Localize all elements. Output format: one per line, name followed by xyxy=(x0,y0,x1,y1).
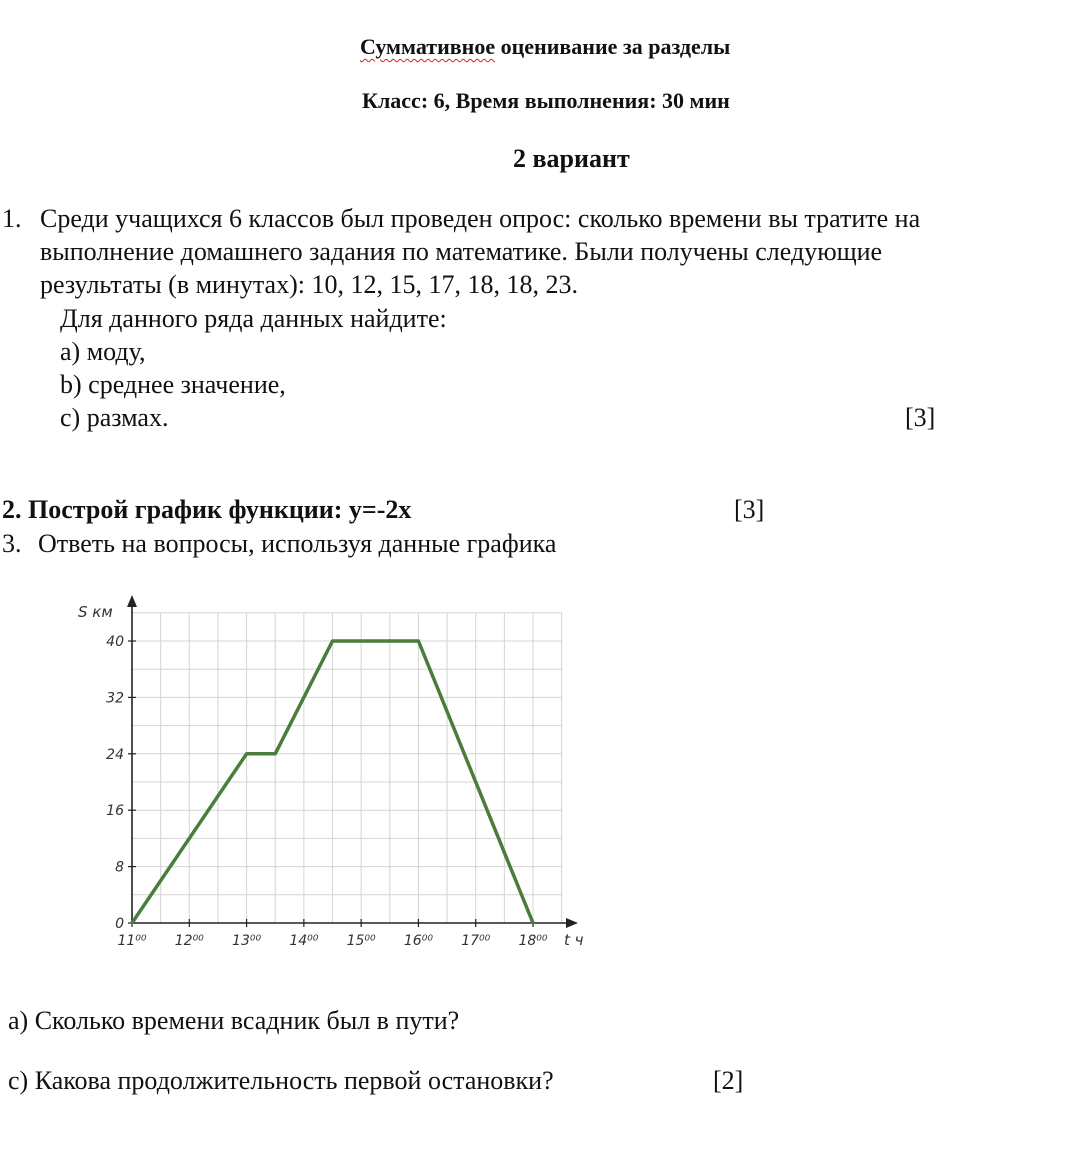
data-point xyxy=(245,752,248,755)
task1-score: [3] xyxy=(905,403,936,432)
task3-question-a: а) Сколько времени всадник был в пути? xyxy=(8,1006,460,1035)
x-tick-label: 17⁰⁰ xyxy=(461,933,491,949)
task1-line1: Среди учащихся 6 классов был проведен опрос: сколько времени вы тратите на xyxy=(40,204,921,233)
chart-grid xyxy=(132,613,562,923)
y-tick-label: 24 xyxy=(106,746,124,763)
task1-item-a: а) моду, xyxy=(60,337,146,366)
task1-line3: результаты (в минутах): 10, 12, 15, 17, 18, 18, 23. xyxy=(40,270,578,299)
title-spellcheck-word: Суммативное xyxy=(360,34,496,59)
x-axis-label: t ч xyxy=(564,931,584,949)
task3-question-c: с) Какова продолжительность первой остановки? xyxy=(8,1066,554,1095)
document-subtitle: Класс: 6, Время выполнения: 30 мин xyxy=(362,88,730,113)
task3-score: [2] xyxy=(713,1066,744,1095)
distance-time-chart xyxy=(0,585,620,955)
task2-score: [3] xyxy=(734,495,765,524)
y-tick-label: 8 xyxy=(115,859,124,876)
x-tick-label: 13⁰⁰ xyxy=(232,933,262,949)
x-tick-label: 12⁰⁰ xyxy=(174,933,204,949)
data-point xyxy=(532,922,535,925)
data-point xyxy=(131,922,134,925)
y-tick-label: 40 xyxy=(106,634,124,650)
task1-item-b: b) среднее значение, xyxy=(60,370,286,399)
y-axis-arrow-icon xyxy=(127,595,137,607)
x-tick-label: 18⁰⁰ xyxy=(518,933,548,949)
variant-heading: 2 вариант xyxy=(513,144,630,173)
task3-text: Ответь на вопросы, используя данные графика xyxy=(38,529,557,558)
task1-prompt: Для данного ряда данных найдите: xyxy=(60,304,447,333)
y-tick-label: 32 xyxy=(106,690,124,707)
task1-line2: выполнение домашнего задания по математике. Были получены следующие xyxy=(40,237,883,266)
x-tick-label: 15⁰⁰ xyxy=(346,933,376,949)
y-tick-label: 0 xyxy=(115,916,124,932)
x-tick-label: 16⁰⁰ xyxy=(403,933,433,949)
x-tick-label: 14⁰⁰ xyxy=(289,933,319,949)
data-point xyxy=(274,752,277,755)
data-point xyxy=(331,640,334,643)
document-title xyxy=(360,34,730,60)
chart-ticks xyxy=(106,634,548,949)
task1-number: 1. xyxy=(2,204,22,233)
task2-text: 2. Построй график функции: y=-2x xyxy=(2,495,412,524)
title-rest: оценивание за разделы xyxy=(495,34,731,59)
y-tick-label: 16 xyxy=(106,803,124,820)
data-point xyxy=(417,640,420,643)
chart-axes xyxy=(127,595,578,928)
x-axis-arrow-icon xyxy=(566,918,578,928)
y-axis-label: S км xyxy=(78,603,113,621)
task3-number: 3. xyxy=(2,529,22,558)
task1-item-c: с) размах. xyxy=(60,403,169,432)
x-tick-label: 11⁰⁰ xyxy=(117,933,147,949)
